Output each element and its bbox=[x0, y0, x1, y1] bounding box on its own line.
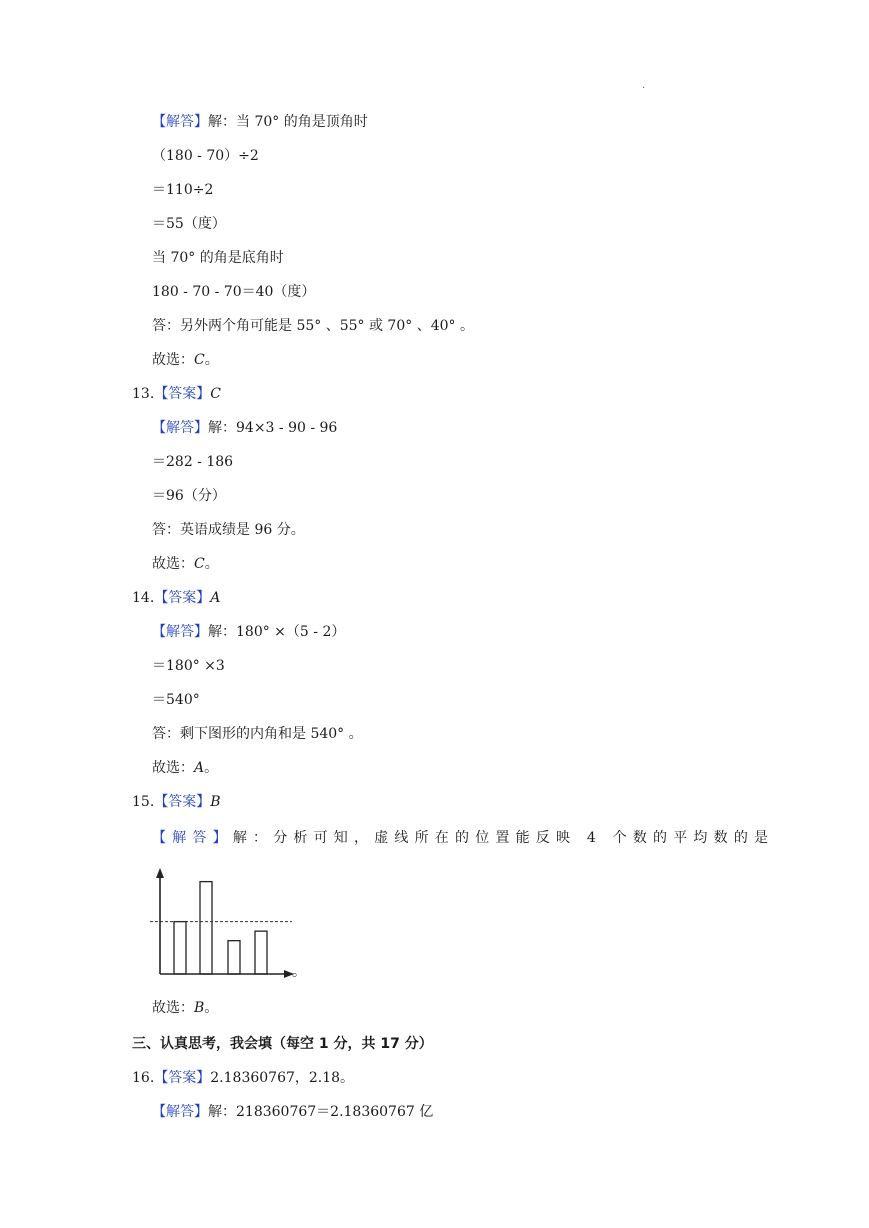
bar-1 bbox=[174, 922, 186, 974]
section-3-heading: 三、认真思考，我会填（每空 1 分，共 17 分） bbox=[132, 1036, 433, 1052]
analysis-tag: 【解答】 bbox=[152, 624, 208, 640]
q12-line-5: 当 70° 的角是底角时 bbox=[152, 250, 284, 266]
q12-line-4: ＝55（度） bbox=[152, 216, 226, 232]
answer-tag: 【答案】 bbox=[154, 590, 211, 606]
q13-answer-line bbox=[132, 384, 221, 404]
bar-4 bbox=[255, 931, 267, 974]
q12-line-3: ＝110÷2 bbox=[152, 182, 214, 198]
q14-answer: A bbox=[210, 590, 221, 606]
answer-tag: 【答案】 bbox=[154, 386, 211, 402]
q13-number: 13. bbox=[132, 386, 155, 402]
q16-answer-line bbox=[132, 1068, 354, 1088]
q14-answer-line bbox=[132, 588, 220, 608]
answer-tag: 【答案】 bbox=[154, 1070, 211, 1086]
q15-choice: 故选：B。 bbox=[152, 1000, 219, 1016]
q13-analysis-line-1: 【解答】解：94×3 - 90 - 96 bbox=[152, 420, 338, 436]
q12-line-6: 180 - 70 - 70＝40（度） bbox=[152, 284, 316, 300]
q16-answer: 2.18360767，2.18。 bbox=[210, 1070, 355, 1086]
q16-analysis-line-1: 【解答】解：218360767＝2.18360767 亿 bbox=[152, 1104, 434, 1120]
q12-analysis-line-1: 【解答】解：当 70° 的角是顶角时 bbox=[152, 114, 368, 130]
q14-number: 14. bbox=[132, 590, 155, 606]
q14-analysis-line-1: 【解答】解：180° ×（5 - 2） bbox=[152, 624, 346, 640]
q12-answer-text: 答：另外两个角可能是 55° 、55° 或 70° 、40° 。 bbox=[152, 318, 474, 334]
q12-choice: 故选：C。 bbox=[152, 352, 219, 368]
bar-chart bbox=[148, 860, 298, 986]
q15-analysis-line-1: 【解答】解：分析可知，虚线所在的位置能反映 4 个数的平均数的是 bbox=[152, 830, 775, 846]
bar-3 bbox=[228, 941, 240, 974]
q14-line-2: ＝180° ×3 bbox=[152, 658, 225, 674]
q15-number: 15. bbox=[132, 794, 155, 810]
q15-answer: B bbox=[210, 794, 221, 810]
q13-answer-text: 答：英语成绩是 96 分。 bbox=[152, 522, 305, 538]
header-mark: . bbox=[642, 80, 646, 91]
analysis-tag: 【解答】 bbox=[152, 420, 208, 436]
q13-line-3: ＝96（分） bbox=[152, 488, 226, 504]
q13-choice: 故选：C。 bbox=[152, 556, 219, 572]
analysis-tag: 【解答】 bbox=[152, 114, 208, 130]
q13-answer: C bbox=[210, 386, 221, 402]
analysis-tag: 【解答】 bbox=[152, 830, 233, 846]
y-axis-arrow bbox=[156, 868, 164, 878]
q14-choice: 故选：A。 bbox=[152, 760, 219, 776]
q15-answer-line bbox=[132, 792, 221, 812]
q14-line-3: ＝540° bbox=[152, 692, 200, 708]
q15-end-mark: 。 bbox=[292, 964, 306, 980]
bar-2 bbox=[200, 882, 212, 974]
answer-tag: 【答案】 bbox=[154, 794, 211, 810]
analysis-tag: 【解答】 bbox=[152, 1104, 208, 1120]
q16-number: 16. bbox=[132, 1070, 155, 1086]
q12-line-2: （180 - 70）÷2 bbox=[152, 148, 259, 164]
q13-line-2: ＝282 - 186 bbox=[152, 454, 234, 470]
q14-answer-text: 答：剩下图形的内角和是 540° 。 bbox=[152, 726, 363, 742]
